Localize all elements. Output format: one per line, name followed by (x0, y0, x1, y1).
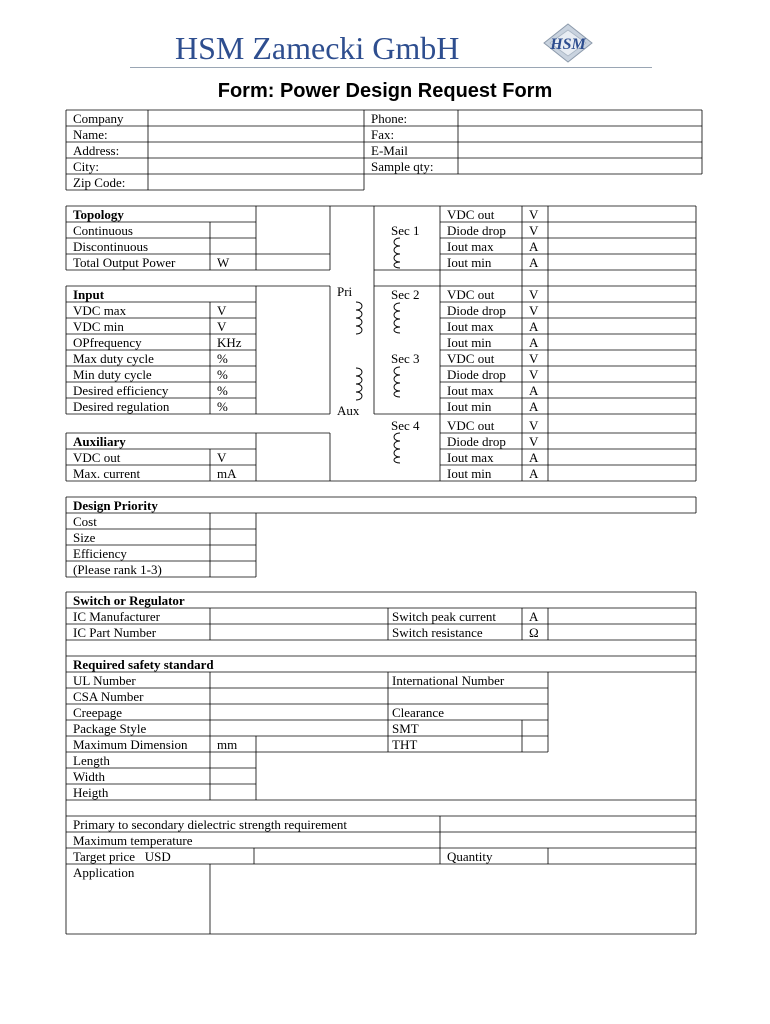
input-unit: KHz (217, 335, 242, 350)
priority-label: Cost (73, 514, 97, 529)
safety-label: Creepage (73, 705, 123, 720)
safety-label: Package Style (73, 721, 147, 736)
sec1-coil-icon (388, 236, 408, 270)
form-title: Form: Power Design Request Form (217, 80, 553, 102)
sec3-coil-icon (388, 365, 408, 399)
input-label: Min duty cycle (73, 367, 152, 382)
safety-label: THT (392, 737, 418, 752)
input-unit: % (217, 351, 228, 366)
sec-row-label: Iout max (447, 383, 494, 398)
target-price-label: Target price USD (73, 849, 171, 864)
input-label: OPfrequency (73, 335, 142, 350)
sec-row-unit: V (529, 287, 539, 302)
sec2-coil-icon (388, 301, 408, 335)
switch-label: Switch resistance (392, 625, 483, 640)
sec-row-unit: A (529, 383, 539, 398)
safety-label: Length (73, 753, 110, 768)
sec1-label: Sec 1 (391, 223, 420, 238)
sec-row-label: Iout max (447, 239, 494, 254)
sec-row-unit: A (529, 335, 539, 350)
sec-row-unit: A (529, 450, 539, 465)
switch-unit: A (529, 609, 539, 624)
auxiliary-heading: Auxiliary (73, 434, 126, 449)
input-label: Desired regulation (73, 399, 170, 414)
sec-row-unit: A (529, 255, 539, 270)
input-heading: Input (73, 287, 105, 302)
sec-row-unit: V (529, 303, 539, 318)
sec-row-label: Iout min (447, 399, 492, 414)
max-dim-unit: mm (217, 737, 238, 752)
safety-heading: Required safety standard (73, 657, 214, 672)
input-unit: % (217, 367, 228, 382)
auxiliary-label: VDC out (73, 450, 121, 465)
switch-label: IC Manufacturer (73, 609, 160, 624)
safety-label: Width (73, 769, 105, 784)
sec-row-label: Diode drop (447, 223, 506, 238)
input-unit: V (217, 303, 227, 318)
fax-label: Fax: (371, 127, 395, 142)
input-label: VDC min (73, 319, 124, 334)
safety-label: SMT (392, 721, 419, 736)
sec4-coil-icon (388, 431, 408, 465)
topology-unit: W (217, 255, 230, 270)
switch-unit: Ω (529, 625, 539, 640)
sample-qty-label: Sample qty: (371, 159, 434, 174)
sec-row-unit: V (529, 434, 539, 449)
sec-row-unit: A (529, 399, 539, 414)
sec4-label: Sec 4 (391, 418, 420, 433)
sec-row-unit: V (529, 207, 539, 222)
sec-row-unit: A (529, 239, 539, 254)
sec-row-unit: V (529, 367, 539, 382)
sec-row-label: Iout max (447, 319, 494, 334)
dielectric-label: Primary to secondary dielectric strength requirement (73, 817, 347, 832)
quantity-label: Quantity (447, 849, 493, 864)
design-priority-heading: Design Priority (73, 498, 158, 513)
sec-row-label: VDC out (447, 207, 495, 222)
zip-label: Zip Code: (73, 175, 126, 190)
aux-coil-icon (350, 366, 370, 402)
safety-label: International Number (392, 673, 505, 688)
auxiliary-unit: mA (217, 466, 237, 481)
sec-row-label: Diode drop (447, 367, 506, 382)
priority-label: Efficiency (73, 546, 127, 561)
sec-row-label: VDC out (447, 418, 495, 433)
safety-label: UL Number (73, 673, 136, 688)
aux-label: Aux (337, 403, 360, 418)
sec-row-unit: A (529, 319, 539, 334)
sec-row-label: VDC out (447, 351, 495, 366)
city-label: City: (73, 159, 100, 174)
sec-row-unit: V (529, 418, 539, 433)
logo-text: HSM (550, 36, 586, 53)
sec-row-label: Diode drop (447, 434, 506, 449)
primary-coil-icon (350, 300, 370, 336)
company-name: HSM Zamecki GmbH (175, 30, 460, 66)
auxiliary-label: Max. current (73, 466, 141, 481)
email-label: E-Mail (371, 143, 408, 158)
switch-heading: Switch or Regulator (73, 593, 185, 608)
topology-label: Total Output Power (73, 255, 176, 270)
sec-row-unit: A (529, 466, 539, 481)
topology-heading: Topology (73, 207, 124, 222)
address-label: Address: (73, 143, 120, 158)
input-unit: % (217, 399, 228, 414)
priority-label: Size (73, 530, 96, 545)
safety-label: Maximum Dimension (73, 737, 188, 752)
priority-label: (Please rank 1-3) (73, 562, 162, 577)
sec-row-label: VDC out (447, 287, 495, 302)
input-unit: % (217, 383, 228, 398)
sec-row-label: Iout max (447, 450, 494, 465)
sec2-label: Sec 2 (391, 287, 420, 302)
safety-label: CSA Number (73, 689, 144, 704)
max-temp-label: Maximum temperature (73, 833, 193, 848)
sec-row-unit: V (529, 351, 539, 366)
sec3-label: Sec 3 (391, 351, 420, 366)
company-label: Company (73, 111, 124, 126)
input-label: Max duty cycle (73, 351, 154, 366)
auxiliary-unit: V (217, 450, 227, 465)
name-label: Name: (73, 127, 108, 142)
input-label: VDC max (73, 303, 127, 318)
topology-label: Continuous (73, 223, 133, 238)
sec-row-unit: V (529, 223, 539, 238)
safety-label: Clearance (392, 705, 444, 720)
sec-row-label: Diode drop (447, 303, 506, 318)
switch-label: IC Part Number (73, 625, 157, 640)
switch-label: Switch peak current (392, 609, 496, 624)
topology-label: Discontinuous (73, 239, 149, 254)
sec-row-label: Iout min (447, 255, 492, 270)
input-unit: V (217, 319, 227, 334)
application-label: Application (73, 865, 135, 880)
sec-row-label: Iout min (447, 335, 492, 350)
sec-row-label: Iout min (447, 466, 492, 481)
input-label: Desired efficiency (73, 383, 169, 398)
phone-label: Phone: (371, 111, 408, 126)
safety-label: Heigth (73, 785, 109, 800)
pri-label: Pri (337, 284, 353, 299)
